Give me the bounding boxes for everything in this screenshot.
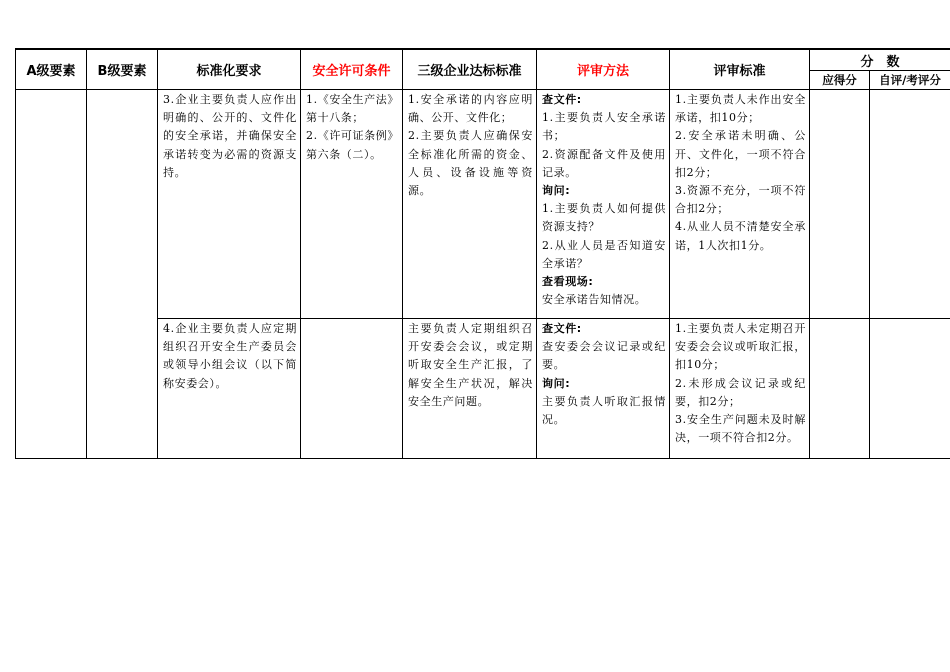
method-cell: 查文件: 查安委会会议记录或纪要。 询问: 主要负责人听取汇报情况。 bbox=[537, 319, 670, 459]
criteria-cell: 1.主要负责人未定期召开安委会会议或听取汇报，扣10分； 2.未形成会议记录或纪要，扣2分； 3.安全生产问题未及时解决，一项不符合扣2分。 bbox=[670, 319, 810, 459]
score-due-cell bbox=[810, 90, 870, 319]
header-b-level: B级要素 bbox=[87, 49, 158, 90]
header-review-criteria: 评审标准 bbox=[670, 49, 810, 90]
header-level3-standard: 三级企业达标标准 bbox=[403, 49, 537, 90]
header-score-self: 自评/考评分 bbox=[870, 71, 950, 90]
criteria-cell: 1.主要负责人未作出安全承诺，扣10分； 2.安全承诺未明确、公开、文件化，一项不符合扣2分； 3.资源不充分，一项不符合扣2分； 4.从业人员不清楚安全承诺，1人次扣1分。 bbox=[670, 90, 810, 319]
score-self-cell bbox=[870, 90, 950, 319]
header-standard-requirement: 标准化要求 bbox=[158, 49, 301, 90]
score-due-cell bbox=[810, 319, 870, 459]
level3-cell: 主要负责人定期组织召开安委会会议，或定期听取安全生产汇报，了解安全生产状况，解决安全生产问题。 bbox=[403, 319, 537, 459]
license-cell: 1.《安全生产法》第十八条； 2.《许可证条例》第六条（二）。 bbox=[301, 90, 403, 319]
header-score-due: 应得分 bbox=[810, 71, 870, 90]
header-score: 分 数 bbox=[810, 49, 950, 71]
score-self-cell bbox=[870, 319, 950, 459]
license-cell bbox=[301, 319, 403, 459]
header-safety-license: 安全许可条件 bbox=[301, 49, 403, 90]
b-level-cell bbox=[87, 90, 158, 459]
header-review-method: 评审方法 bbox=[537, 49, 670, 90]
standard-cell: 3.企业主要负责人应作出明确的、公开的、文件化的安全承诺，并确保安全承诺转变为必需的资源支持。 bbox=[158, 90, 301, 319]
standard-cell: 4.企业主要负责人应定期组织召开安全生产委员会或领导小组会议（以下简称安委会）。 bbox=[158, 319, 301, 459]
method-cell: 查文件: 1.主要负责人安全承诺书； 2.资源配备文件及使用记录。 询问: 1.主要负责人如何提供资源支持？ 2.从业人员是否知道安全承诺？ 查看现场: 安全承诺告知情况。 bbox=[537, 90, 670, 319]
evaluation-table bbox=[15, 48, 950, 459]
level3-cell: 1.安全承诺的内容应明确、公开、文件化； 2.主要负责人应确保安全标准化所需的资金、人员、设备设施等资源。 bbox=[403, 90, 537, 319]
a-level-cell bbox=[16, 90, 87, 459]
table-row bbox=[16, 90, 950, 319]
header-a-level: A级要素 bbox=[16, 49, 87, 90]
